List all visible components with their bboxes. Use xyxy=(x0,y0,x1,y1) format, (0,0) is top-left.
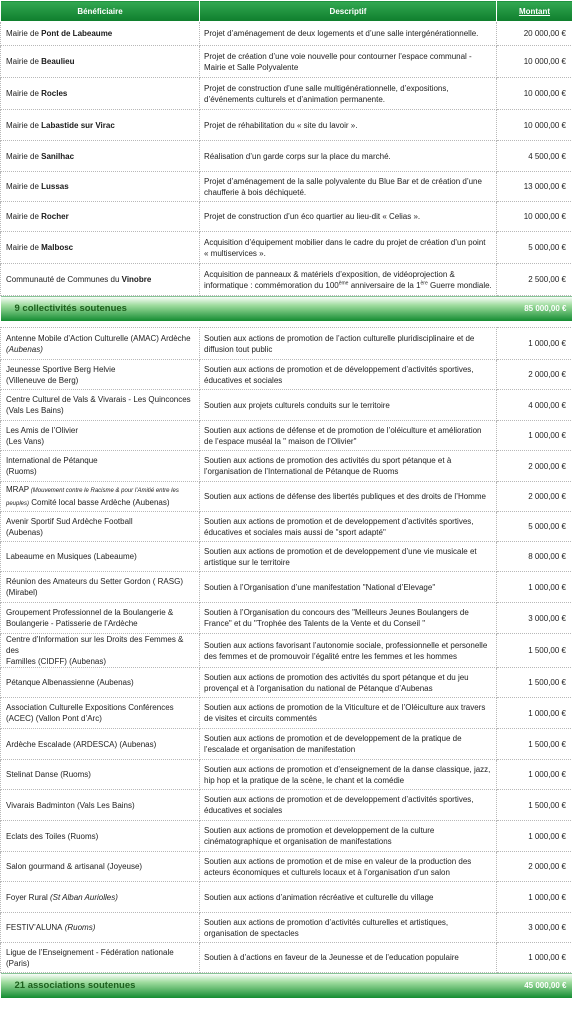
beneficiary-name: MRAP xyxy=(6,484,30,494)
amount-cell: 1 500,00 € xyxy=(497,729,572,760)
beneficiary-prefix: Mairie de xyxy=(6,120,42,130)
beneficiary-cell xyxy=(1,760,200,790)
beneficiary-name: Malbosc xyxy=(41,243,74,252)
description-cell: Soutien aux actions de promotion de la Viticulture et de l’Oléiculture aux travers de visites et circuits commentés xyxy=(200,698,497,729)
amount-cell: 5 000,00 € xyxy=(497,232,572,264)
amount-cell: 2 000,00 € xyxy=(497,360,572,390)
description-cell: Soutien aux actions de promotion et de mise en valeur de la production des acteurs économiques et culturels locaux et à l’organisation d’un salon xyxy=(200,852,497,882)
table-row xyxy=(1,141,572,172)
table-row xyxy=(1,634,572,668)
amount-cell: 3 000,00 € xyxy=(497,603,572,634)
beneficiary-cell xyxy=(1,698,200,729)
description-cell: Soutien aux projets culturels conduits sur le territoire xyxy=(200,390,497,421)
amount-cell: 1 000,00 € xyxy=(497,572,572,603)
beneficiary-prefix: Mairie de xyxy=(6,182,42,191)
beneficiary-location: (Les Vans) xyxy=(6,436,45,446)
table-row xyxy=(1,943,572,973)
amount-cell: 1 000,00 € xyxy=(497,421,572,451)
beneficiary-location: (Paris) xyxy=(6,958,30,968)
table-row xyxy=(1,451,572,482)
table-row xyxy=(1,172,572,202)
beneficiary-location: (Villeneuve de Berg) xyxy=(6,375,79,385)
description-cell: Soutien aux actions de promotion et developpement de la culture cinématographique et organisation de manifestations xyxy=(200,821,497,852)
beneficiary-cell xyxy=(1,46,200,78)
beneficiary-location: (ACEC) (Vallon Pont d’Arc) xyxy=(6,714,102,723)
table-row xyxy=(1,852,572,882)
beneficiary-name: Ardèche Escalade (ARDESCA) (Aubenas) xyxy=(6,739,157,749)
table-row xyxy=(1,78,572,110)
table-row xyxy=(1,790,572,821)
description-cell: Soutien aux actions de promotion et de developpement d’une vie musicale et artistique sur le territoire xyxy=(200,542,497,572)
beneficiary-location: (Vals Les Bains) xyxy=(6,406,64,415)
beneficiary-name: Sanilhac xyxy=(41,151,75,161)
description-cell: Projet de réhabilitation du « site du lavoir ». xyxy=(200,110,497,141)
description-cell: Soutien à d’actions en faveur de la Jeunesse et de l’education populaire xyxy=(200,943,497,973)
beneficiary-prefix: Mairie de xyxy=(6,89,42,98)
amount-cell: 10 000,00 € xyxy=(497,46,572,78)
beneficiary-cell xyxy=(1,821,200,852)
beneficiary-location: Comité local basse Ardèche (Aubenas) xyxy=(29,497,170,507)
beneficiary-cell xyxy=(1,482,200,512)
beneficiary-name: Centre Culturel de Vals & Vivarais - Les Quinconces xyxy=(6,395,191,404)
total-amount: 85 000,00 € xyxy=(497,296,572,322)
beneficiary-name: FESTIV’ALUNA xyxy=(6,923,63,932)
table-row xyxy=(1,542,572,572)
amount-cell: 4 000,00 € xyxy=(497,390,572,421)
header-montant: Montant xyxy=(497,1,572,22)
beneficiary-name: Jeunesse Sportive Berg Helvie xyxy=(6,364,116,374)
amount-cell: 4 500,00 € xyxy=(497,141,572,172)
beneficiary-cell xyxy=(1,202,200,232)
associations-total xyxy=(1,973,572,999)
total-spacer xyxy=(200,973,497,999)
total-row xyxy=(1,973,572,999)
table-row xyxy=(1,698,572,729)
beneficiary-location: (St Alban Auriolles) xyxy=(47,892,118,902)
amount-cell: 5 000,00 € xyxy=(497,512,572,542)
description-cell: Soutien aux actions de promotion des activités du sport pétanque et du jeu provençal et à l’organisation du national de Pétanque d’Aubenas xyxy=(200,668,497,698)
beneficiary-prefix: Mairie de xyxy=(6,57,42,66)
beneficiary-prefix: Mairie de xyxy=(6,29,42,38)
beneficiary-location: (Mirabel) xyxy=(6,588,38,597)
description-cell: Soutien aux actions de promotion d’activités culturelles et artistiques, organisation de spectacles xyxy=(200,913,497,943)
table-header-row xyxy=(1,1,572,22)
table-row xyxy=(1,360,572,390)
beneficiary-name: Rocles xyxy=(41,89,68,98)
beneficiary-location: (Aubenas) xyxy=(6,527,43,537)
amount-cell: 1 000,00 € xyxy=(497,943,572,973)
table-row xyxy=(1,603,572,634)
beneficiary-cell xyxy=(1,634,200,668)
amount-cell: 20 000,00 € xyxy=(497,22,572,46)
beneficiary-cell xyxy=(1,668,200,698)
beneficiary-name: Pétanque Albenassienne (Aubenas) xyxy=(6,678,134,687)
beneficiary-name: Avenir Sportif Sud Ardèche Football xyxy=(6,516,133,526)
beneficiary-name: Association Culturelle Expositions Conférences xyxy=(6,703,174,712)
table-row xyxy=(1,572,572,603)
beneficiary-cell xyxy=(1,110,200,141)
description-text: Guerre mondiale. xyxy=(427,280,492,290)
collectivites-section xyxy=(1,22,572,296)
beneficiary-name: Vivarais Badminton (Vals Les Bains) xyxy=(6,800,135,810)
beneficiary-name: Réunion des Amateurs du Setter Gordon ( RASG) xyxy=(6,577,183,586)
description-cell: Soutien aux actions favorisant l’autonomie sociale, professionnelle et personelle des femmes et de promouvoir l’égalité entre les femmes et les hommes xyxy=(200,634,497,668)
description-cell: Soutien à l’Organisation d’une manifestation "National d’Elevage" xyxy=(200,572,497,603)
description-cell: Acquisition d’équipement mobilier dans le cadre du projet de création d’un point « multiservices ». xyxy=(200,232,497,264)
amount-cell: 8 000,00 € xyxy=(497,542,572,572)
beneficiary-name: Labeaume en Musiques (Labeaume) xyxy=(6,552,137,561)
beneficiary-cell xyxy=(1,790,200,821)
description-cell: Projet d’aménagement de deux logements et d’une salle intergénérationnelle. xyxy=(200,22,497,46)
beneficiary-cell xyxy=(1,603,200,634)
description-cell: Soutien aux actions de promotion et de developpement d’activités sportives, éducatives et sociales mais aussi de "sport adapté" xyxy=(200,512,497,542)
beneficiary-prefix: Communauté de Communes du xyxy=(6,275,122,284)
table-row xyxy=(1,264,572,296)
beneficiary-cell xyxy=(1,451,200,482)
total-label: 9 collectivités soutenues xyxy=(1,296,200,322)
beneficiary-location: (Ruoms) xyxy=(6,467,37,476)
table-row xyxy=(1,512,572,542)
beneficiary-note: (Mouvement contre le Racisme & pour l’Amitié entre les xyxy=(29,487,179,494)
description-cell: Soutien aux actions de promotion et de développement d’activités sportives, éducatives et sociales xyxy=(200,360,497,390)
table-row xyxy=(1,110,572,141)
amount-cell: 1 000,00 € xyxy=(497,698,572,729)
beneficiary-location: Boulangerie - Patisserie de l’Ardèche xyxy=(6,619,138,628)
beneficiary-cell xyxy=(1,22,200,46)
description-cell: Soutien aux actions de promotion et de developpement de la pratique de l’escalade et organisation de manifestation xyxy=(200,729,497,760)
table-row xyxy=(1,328,572,360)
description-cell xyxy=(200,264,497,296)
beneficiary-cell xyxy=(1,421,200,451)
collectivites-total xyxy=(1,296,572,328)
amount-cell: 10 000,00 € xyxy=(497,202,572,232)
beneficiary-name: Salon gourmand & artisanal (Joyeuse) xyxy=(6,862,143,871)
beneficiary-cell xyxy=(1,852,200,882)
amount-cell: 1 000,00 € xyxy=(497,882,572,913)
beneficiary-location: Familles (CIDFF) (Aubenas) xyxy=(6,657,107,666)
table-row xyxy=(1,821,572,852)
amount-cell: 1 500,00 € xyxy=(497,634,572,668)
description-cell: Projet d’aménagement de la salle polyvalente du Blue Bar et de création d’une chaufferie à bois déchiqueté. xyxy=(200,172,497,202)
amount-cell: 1 500,00 € xyxy=(497,790,572,821)
amount-cell: 10 000,00 € xyxy=(497,110,572,141)
description-cell: Soutien aux actions de promotion et d’enseignement de la danse classique, jazz, hip hop et la pratique de la scène, le chant et la comédie xyxy=(200,760,497,790)
description-cell: Soutien aux actions de défense des libertés publiques et des droits de l’Homme xyxy=(200,482,497,512)
amount-cell: 13 000,00 € xyxy=(497,172,572,202)
amount-cell: 1 000,00 € xyxy=(497,821,572,852)
total-row xyxy=(1,296,572,322)
total-label: 21 associations soutenues xyxy=(1,973,200,999)
description-cell: Soutien aux actions d’animation récréative et culturelle du village xyxy=(200,882,497,913)
amount-cell: 1 500,00 € xyxy=(497,668,572,698)
beneficiary-name: Labastide sur Virac xyxy=(41,120,115,130)
description-cell: Projet de construction d’une salle multigénérationnelle, d’expositions, d’événements culturels et d’animation permanente. xyxy=(200,78,497,110)
amount-cell: 10 000,00 € xyxy=(497,78,572,110)
table-row xyxy=(1,913,572,943)
description-cell: Soutien aux actions de défense et de promotion de l’oléiculture et amélioration de l’espace muséal la " maison de l’Olivier" xyxy=(200,421,497,451)
beneficiary-name: Beaulieu xyxy=(41,57,75,66)
amount-cell: 2 000,00 € xyxy=(497,852,572,882)
beneficiary-name: Groupement Professionnel de la Boulangerie & xyxy=(6,608,174,617)
table-row xyxy=(1,668,572,698)
amount-cell: 1 000,00 € xyxy=(497,328,572,360)
total-spacer xyxy=(200,296,497,322)
beneficiary-cell xyxy=(1,542,200,572)
beneficiary-cell xyxy=(1,328,200,360)
beneficiary-name: Antenne Mobile d’Action Culturelle (AMAC) Ardèche xyxy=(6,333,191,343)
amount-cell: 2 500,00 € xyxy=(497,264,572,296)
beneficiary-location: (Aubenas) xyxy=(6,344,43,354)
beneficiary-cell xyxy=(1,172,200,202)
total-amount: 45 000,00 € xyxy=(497,973,572,999)
beneficiary-cell xyxy=(1,943,200,973)
beneficiary-name: Stelinat Danse (Ruoms) xyxy=(6,770,91,779)
amount-cell: 2 000,00 € xyxy=(497,451,572,482)
amount-cell: 1 000,00 € xyxy=(497,760,572,790)
beneficiary-name: Lussas xyxy=(41,182,69,191)
beneficiary-cell xyxy=(1,360,200,390)
table-row xyxy=(1,760,572,790)
beneficiary-name: Eclats des Toiles (Ruoms) xyxy=(6,831,99,841)
beneficiary-cell xyxy=(1,264,200,296)
beneficiary-cell xyxy=(1,78,200,110)
beneficiary-cell xyxy=(1,512,200,542)
table-row xyxy=(1,46,572,78)
amount-cell: 2 000,00 € xyxy=(497,482,572,512)
beneficiary-name: Centre d’Information sur les Droits des Femmes & des xyxy=(6,635,184,655)
amount-cell: 3 000,00 € xyxy=(497,913,572,943)
description-cell: Soutien aux actions de promotion des activités du sport pétanque et à l’organisation de l’International de Pétanque de Ruoms xyxy=(200,451,497,482)
beneficiary-name: Vinobre xyxy=(121,275,152,284)
beneficiary-location: (Ruoms) xyxy=(62,923,96,932)
description-cell: Soutien aux actions de promotion et de developpement d’activités sportives, éducatives et sociales xyxy=(200,790,497,821)
header-beneficiaire: Bénéficiaire xyxy=(1,1,200,22)
description-sup: ère xyxy=(420,279,428,286)
beneficiary-name: Ligue de l’Enseignement - Fédération nationale xyxy=(6,947,174,957)
beneficiary-prefix: Mairie de xyxy=(6,212,42,221)
beneficiary-prefix: Mairie de xyxy=(6,151,42,161)
description-cell: Soutien aux actions de promotion de l’action culturelle pluridisciplinaire et de diffusion tout public xyxy=(200,328,497,360)
table-row xyxy=(1,729,572,760)
description-sup: ème xyxy=(338,279,349,286)
beneficiary-prefix: Mairie de xyxy=(6,243,42,252)
beneficiary-name: Les Amis de l’Olivier xyxy=(6,425,79,435)
associations-section xyxy=(1,328,572,973)
beneficiary-cell xyxy=(1,232,200,264)
table-row xyxy=(1,882,572,913)
table-row xyxy=(1,390,572,421)
table-row xyxy=(1,232,572,264)
description-text: anniversaire de la 1 xyxy=(348,280,421,290)
beneficiary-cell xyxy=(1,141,200,172)
description-text: Acquisition de panneaux & matériels d’exposition, de vidéoprojection & informatique : commémoration du 100 xyxy=(204,269,455,290)
beneficiary-name: Rocher xyxy=(41,212,69,221)
table-row xyxy=(1,482,572,512)
description-cell: Projet de création d’une voie nouvelle pour contourner l’espace communal - Mairie et Salle Polyvalente xyxy=(200,46,497,78)
table-row xyxy=(1,421,572,451)
beneficiary-cell xyxy=(1,913,200,943)
description-cell: Projet de construction d’un éco quartier au lieu-dit « Celias ». xyxy=(200,202,497,232)
beneficiary-cell xyxy=(1,390,200,421)
description-cell: Réalisation d’un garde corps sur la place du marché. xyxy=(200,141,497,172)
beneficiary-name: International de Pétanque xyxy=(6,456,98,465)
beneficiary-note: peuples) xyxy=(6,500,30,507)
header-descriptif: Descriptif xyxy=(200,1,497,22)
table-row xyxy=(1,22,572,46)
beneficiary-name: Foyer Rural xyxy=(6,892,48,902)
description-cell: Soutien à l’Organisation du concours des "Meilleurs Jeunes Boulangers de France" et du "Trophée des Talents de la Vente et du Conseil " xyxy=(200,603,497,634)
beneficiary-cell xyxy=(1,572,200,603)
table-row xyxy=(1,202,572,232)
beneficiary-cell xyxy=(1,729,200,760)
beneficiary-cell xyxy=(1,882,200,913)
beneficiary-name: Pont de Labeaume xyxy=(41,29,113,38)
